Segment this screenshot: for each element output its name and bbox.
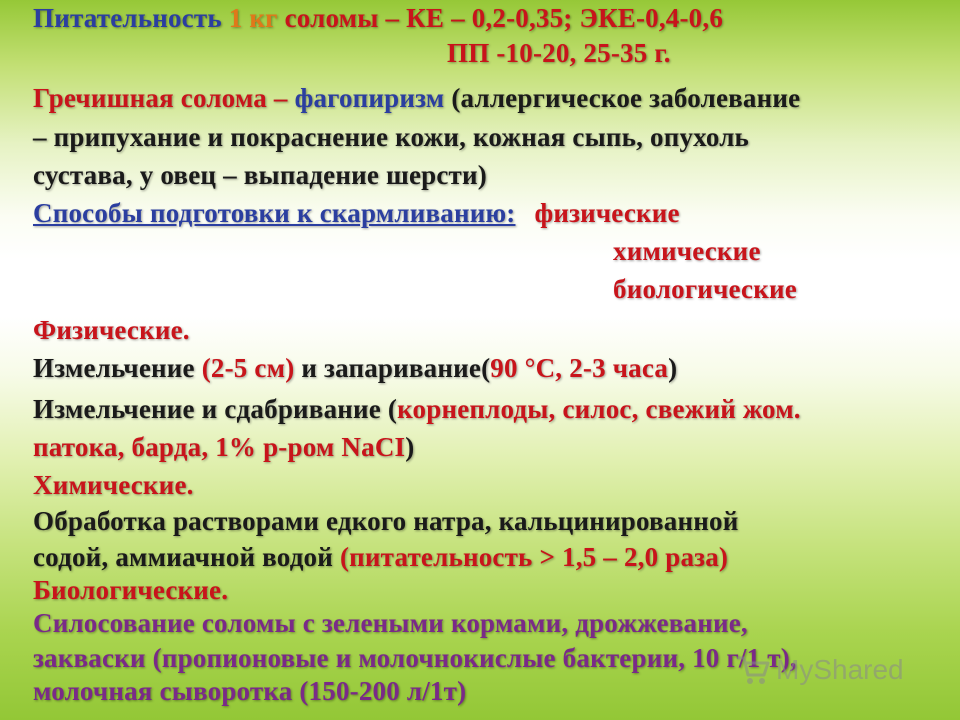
- watermark-text: MyShared: [776, 654, 904, 685]
- physical-line-1: [33, 352, 677, 384]
- biological-text-1: Силосование соломы с зелеными кормами, дрожжевание,: [33, 608, 748, 638]
- steaming-close-paren: ): [668, 353, 678, 383]
- protein-values: ПП -10-20, 25-35 г.: [447, 38, 671, 68]
- biological-line-1: [33, 607, 748, 639]
- buckwheat-line-3: [33, 159, 487, 191]
- physical-heading: Физические.: [33, 315, 190, 345]
- physical-heading-line: [33, 314, 190, 346]
- biological-line-3: [33, 675, 466, 707]
- chemical-heading-line: [33, 469, 194, 501]
- steaming-open-paren: (: [481, 353, 491, 383]
- methods-heading: Способы подготовки к скармливанию:: [33, 198, 516, 228]
- chemical-line-2: [33, 541, 728, 573]
- chemical-treatment-start: Обработка растворами едкого натра, кальцинированной: [33, 506, 739, 536]
- allergy-description-end: сустава, у овец – выпадение шерсти): [33, 160, 487, 190]
- method-chemical-line: [613, 235, 761, 267]
- seasoning-items-end: патока, барда, 1% р-ром NaCI: [33, 432, 406, 462]
- seasoning-close-paren: ): [405, 432, 415, 462]
- methods-line: [33, 197, 680, 229]
- seasoning-items: корнеплоды, силос, свежий жом.: [397, 394, 801, 424]
- allergy-description-middle: – припухание и покраснение кожи, кожная сыпь, опухоль: [33, 122, 750, 152]
- method-biological: биологические: [613, 274, 797, 304]
- biological-text-3: молочная сыворотка (150-200 л/1т): [33, 676, 467, 706]
- biological-line-2: [33, 642, 797, 674]
- physical-line-3: [33, 431, 414, 463]
- chemical-treatment-end: содой, аммиачной водой: [33, 542, 334, 572]
- biological-heading: Биологические.: [33, 575, 229, 605]
- method-physical: физические: [534, 198, 680, 228]
- nutrition-values: соломы – КЕ – 0,2-0,35; ЭКЕ-0,4-0,6: [284, 3, 724, 33]
- nutrition-line-2: [447, 37, 671, 69]
- buckwheat-line-2: [33, 121, 749, 153]
- grinding-label: Измельчение: [33, 353, 195, 383]
- unit-kg: 1 кг: [228, 3, 278, 33]
- grinding-size: (2-5 см): [201, 353, 295, 383]
- biological-heading-line: [33, 574, 228, 606]
- watermark: [732, 652, 932, 688]
- method-chemical: химические: [613, 236, 761, 266]
- seasoning-label: Измельчение и сдабривание (: [33, 394, 398, 424]
- buckwheat-line-1: [33, 82, 800, 114]
- buckwheat-straw-label: Гречишная солома –: [33, 83, 288, 113]
- method-biological-line: [613, 273, 797, 305]
- cart-icon: [736, 653, 772, 687]
- nutrition-label: Питательность: [33, 3, 222, 33]
- chemical-heading: Химические.: [33, 470, 194, 500]
- allergy-description-start: (аллергическое заболевание: [451, 83, 801, 113]
- fagopyrism-term: фагопиризм: [294, 83, 445, 113]
- steaming-params: 90 °С, 2-3 часа: [490, 353, 669, 383]
- biological-text-2: закваски (пропионовые и молочнокислые бактерии, 10 г/1 т),: [33, 643, 797, 673]
- steaming-label: и запаривание: [301, 353, 482, 383]
- physical-line-2: [33, 393, 801, 425]
- nutrition-increase: (питательность > 1,5 – 2,0 раза): [339, 542, 729, 572]
- chemical-line-1: [33, 505, 738, 537]
- nutrition-line-1: [33, 2, 723, 34]
